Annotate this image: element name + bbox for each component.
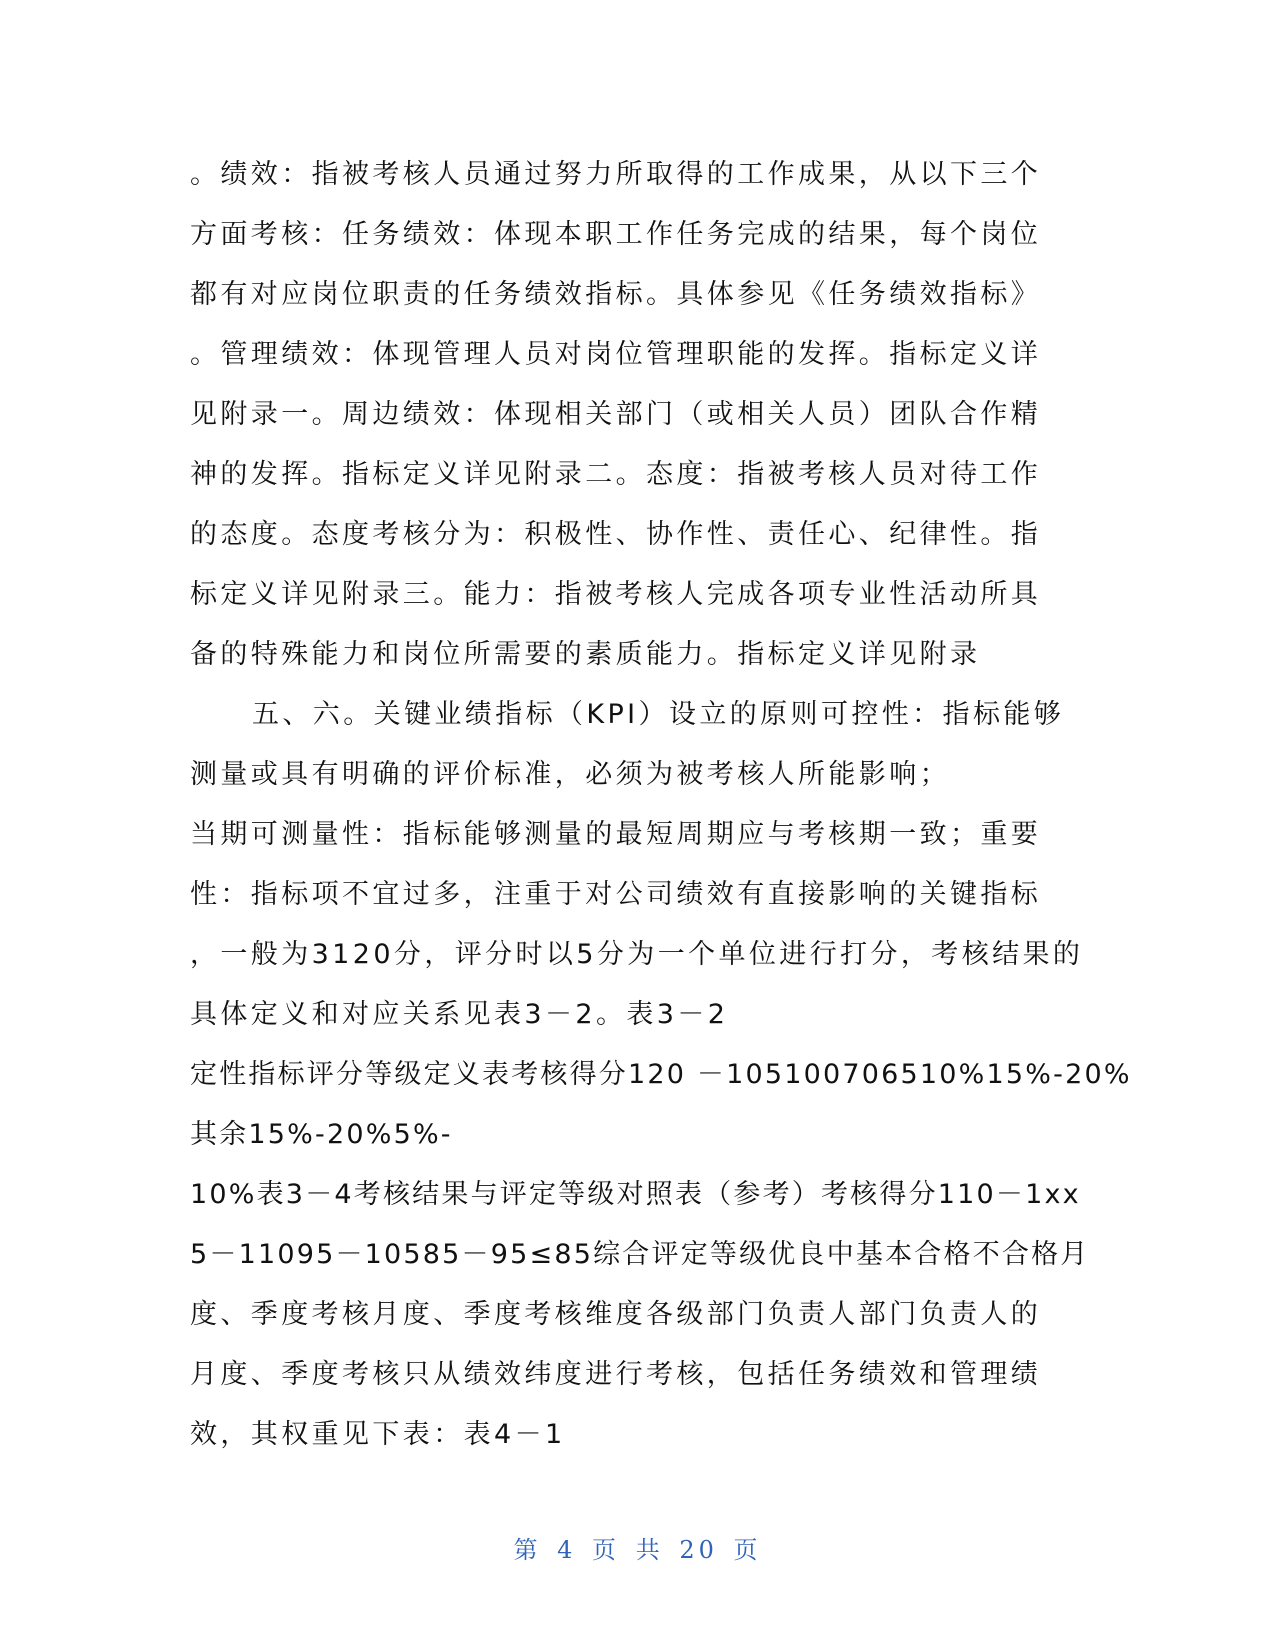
footer-total-prefix: 共 [635,1536,664,1564]
text-line: 见附录一。周边绩效：体现相关部门（或相关人员）团队合作精 [190,399,1042,430]
text-line: 标定义详见附录三。能力：指被考核人完成各项专业性活动所具 [190,579,1042,610]
text-line: 5－11095－10585－95≤85综合评定等级优良中基本合格不合格月 [190,1239,1090,1270]
text-line: 方面考核：任务绩效：体现本职工作任务完成的结果，每个岗位 [190,219,1042,250]
footer-prefix: 第 [513,1536,542,1564]
page-footer [0,1530,1275,1565]
text-line: 效，其权重见下表：表4－1 [190,1419,566,1450]
text-line: 性：指标项不宜过多，注重于对公司绩效有直接影响的关键指标 [190,879,1042,910]
footer-total-unit: 页 [733,1536,762,1564]
text-line: 具体定义和对应关系见表3－2。表3－2 [190,999,729,1030]
text-line: 备的特殊能力和岗位所需要的素质能力。指标定义详见附录 [190,639,981,670]
current-page-number: 4 [557,1536,577,1564]
total-pages-number: 20 [679,1536,718,1564]
body-text [190,145,1132,1465]
footer-page-unit: 页 [592,1536,621,1564]
text-line: 定性指标评分等级定义表考核得分120 －105100706510%15%-20% [190,1059,1132,1090]
text-line: 。绩效：指被考核人员通过努力所取得的工作成果，从以下三个 [190,159,1042,190]
text-line: 测量或具有明确的评价标准，必须为被考核人所能影响； [190,759,950,790]
text-line: 10%表3－4考核结果与评定等级对照表（参考）考核得分110－1xx [190,1179,1081,1210]
text-line: 神的发挥。指标定义详见附录二。态度：指被考核人员对待工作 [190,459,1042,490]
text-line: 其余15%-20%5%- [190,1119,453,1150]
text-line: 都有对应岗位职责的任务绩效指标。具体参见《任务绩效指标》 [190,279,1042,310]
text-line: 五、六。关键业绩指标（KPI）设立的原则可控性：指标能够 [252,699,1065,730]
text-line: 。管理绩效：体现管理人员对岗位管理职能的发挥。指标定义详 [190,339,1042,370]
text-line: 当期可测量性：指标能够测量的最短周期应与考核期一致；重要 [190,819,1042,850]
text-line: 的态度。态度考核分为：积极性、协作性、责任心、纪律性。指 [190,519,1042,550]
text-line: 月度、季度考核只从绩效纬度进行考核，包括任务绩效和管理绩 [190,1359,1042,1390]
text-line: ，一般为3120分，评分时以5分为一个单位进行打分，考核结果的 [190,939,1084,970]
text-line: 度、季度考核月度、季度考核维度各级部门负责人部门负责人的 [190,1299,1042,1330]
